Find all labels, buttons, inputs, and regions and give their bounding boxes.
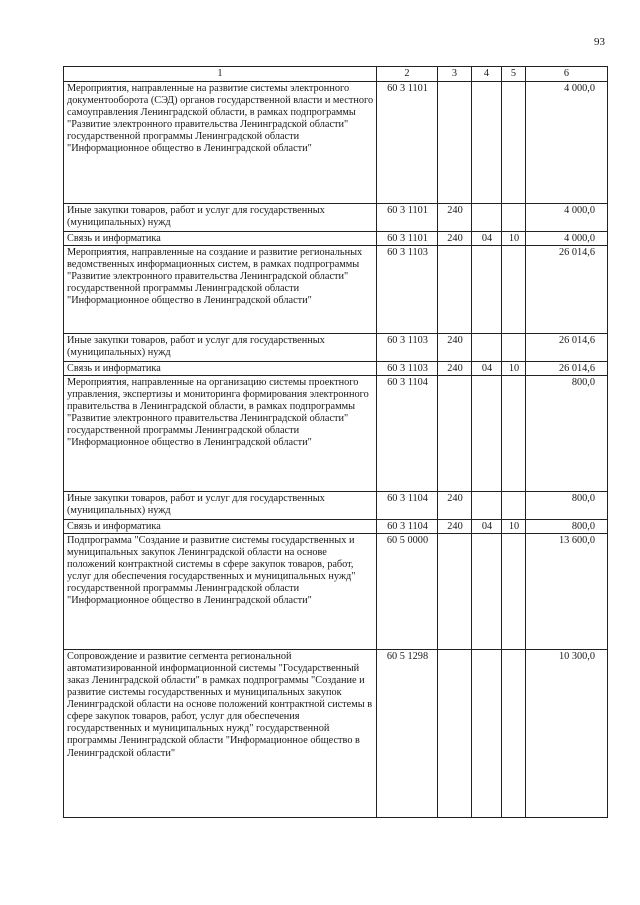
row-col5: 10 bbox=[502, 520, 526, 534]
row-col5 bbox=[502, 334, 526, 362]
table-row bbox=[64, 376, 608, 492]
row-col5 bbox=[502, 246, 526, 334]
row-col4: 04 bbox=[472, 362, 502, 376]
row-col3 bbox=[438, 650, 472, 818]
row-amount: 800,0 bbox=[526, 520, 608, 534]
row-name: Мероприятия, направленные на создание и развитие региональных ведомственных информационных систем, в рамках подпрограммы "Развитие электронного правительства Ленинградской области" государственной программы Ленинградской области "Информационное общество в Ленинградской области" bbox=[64, 246, 377, 334]
row-amount: 26 014,6 bbox=[526, 246, 608, 334]
table-header-row bbox=[64, 67, 608, 82]
row-amount: 4 000,0 bbox=[526, 82, 608, 204]
table-row bbox=[64, 534, 608, 650]
table-row bbox=[64, 650, 608, 818]
row-name: Связь и информатика bbox=[64, 362, 377, 376]
row-code: 60 3 1103 bbox=[377, 246, 438, 334]
row-col5 bbox=[502, 650, 526, 818]
row-col3: 240 bbox=[438, 334, 472, 362]
column-header: 6 bbox=[526, 67, 608, 82]
row-col4 bbox=[472, 246, 502, 334]
row-col4 bbox=[472, 204, 502, 232]
row-name: Сопровождение и развитие сегмента региональной автоматизированной информационной системы "Государственный заказ Ленинградской области" в рамках подпрограммы "Создание и развитие системы государственных и муниципальных закупок Ленинградской области на основе положений контрактной системы в сфере закупок товаров, работ, услуг для обеспечения государственных и муниципальных нужд" государственной программы Ленинградской области "Информационное общество в Ленинградской области" bbox=[64, 650, 377, 818]
row-col3 bbox=[438, 534, 472, 650]
row-name: Связь и информатика bbox=[64, 232, 377, 246]
row-col5: 10 bbox=[502, 232, 526, 246]
row-code: 60 3 1103 bbox=[377, 334, 438, 362]
row-col4 bbox=[472, 82, 502, 204]
row-col4: 04 bbox=[472, 520, 502, 534]
row-name: Иные закупки товаров, работ и услуг для государственных (муниципальных) нужд bbox=[64, 204, 377, 232]
row-col3: 240 bbox=[438, 232, 472, 246]
row-col3: 240 bbox=[438, 362, 472, 376]
row-col3: 240 bbox=[438, 492, 472, 520]
row-col3 bbox=[438, 376, 472, 492]
column-header: 2 bbox=[377, 67, 438, 82]
row-code: 60 3 1101 bbox=[377, 232, 438, 246]
row-col5 bbox=[502, 204, 526, 232]
row-col4: 04 bbox=[472, 232, 502, 246]
row-col4 bbox=[472, 492, 502, 520]
table-row bbox=[64, 204, 608, 232]
row-col4 bbox=[472, 376, 502, 492]
row-amount: 4 000,0 bbox=[526, 204, 608, 232]
row-code: 60 3 1104 bbox=[377, 492, 438, 520]
row-name: Иные закупки товаров, работ и услуг для государственных (муниципальных) нужд bbox=[64, 492, 377, 520]
row-amount: 4 000,0 bbox=[526, 232, 608, 246]
row-code: 60 3 1101 bbox=[377, 82, 438, 204]
table-row bbox=[64, 362, 608, 376]
page-number: 93 bbox=[594, 36, 605, 48]
table-row bbox=[64, 232, 608, 246]
row-col4 bbox=[472, 334, 502, 362]
column-header: 1 bbox=[64, 67, 377, 82]
row-amount: 800,0 bbox=[526, 492, 608, 520]
row-amount: 10 300,0 bbox=[526, 650, 608, 818]
row-col3: 240 bbox=[438, 204, 472, 232]
row-col3 bbox=[438, 82, 472, 204]
row-code: 60 3 1103 bbox=[377, 362, 438, 376]
row-code: 60 3 1101 bbox=[377, 204, 438, 232]
row-code: 60 3 1104 bbox=[377, 376, 438, 492]
table-row bbox=[64, 520, 608, 534]
column-header: 3 bbox=[438, 67, 472, 82]
row-code: 60 3 1104 bbox=[377, 520, 438, 534]
table-row bbox=[64, 492, 608, 520]
row-code: 60 5 0000 bbox=[377, 534, 438, 650]
row-amount: 13 600,0 bbox=[526, 534, 608, 650]
table-row bbox=[64, 334, 608, 362]
row-name: Подпрограмма "Создание и развитие системы государственных и муниципальных закупок Ленинградской области на основе положений контрактной системы в сфере закупок товаров, работ, услуг для обеспечения государственных и муниципальных нужд" государственной программы Ленинградской области "Информационное общество в Ленинградской области" bbox=[64, 534, 377, 650]
row-name: Мероприятия, направленные на развитие системы электронного документооборота (СЭД) органов государственной власти и местного самоуправления Ленинградской области, в рамках подпрограммы "Развитие электронного правительства Ленинградской области" государственной программы Ленинградской области "Информационное общество в Ленинградской области" bbox=[64, 82, 377, 204]
row-col5 bbox=[502, 534, 526, 650]
row-amount: 800,0 bbox=[526, 376, 608, 492]
row-col3 bbox=[438, 246, 472, 334]
column-header: 5 bbox=[502, 67, 526, 82]
row-col5 bbox=[502, 82, 526, 204]
row-name: Связь и информатика bbox=[64, 520, 377, 534]
row-name: Мероприятия, направленные на организацию системы проектного управления, экспертизы и мониторинга формирования электронного правительства в Ленинградской области, в рамках подпрограммы "Развитие электронного правительства Ленинградской области" государственной программы Ленинградской области "Информационное общество в Ленинградской области" bbox=[64, 376, 377, 492]
row-amount: 26 014,6 bbox=[526, 334, 608, 362]
row-amount: 26 014,6 bbox=[526, 362, 608, 376]
row-col4 bbox=[472, 650, 502, 818]
row-col5: 10 bbox=[502, 362, 526, 376]
row-col5 bbox=[502, 492, 526, 520]
row-code: 60 5 1298 bbox=[377, 650, 438, 818]
row-name: Иные закупки товаров, работ и услуг для государственных (муниципальных) нужд bbox=[64, 334, 377, 362]
row-col4 bbox=[472, 534, 502, 650]
column-header: 4 bbox=[472, 67, 502, 82]
table-row bbox=[64, 82, 608, 204]
budget-table bbox=[63, 66, 608, 818]
table-row bbox=[64, 246, 608, 334]
row-col3: 240 bbox=[438, 520, 472, 534]
row-col5 bbox=[502, 376, 526, 492]
